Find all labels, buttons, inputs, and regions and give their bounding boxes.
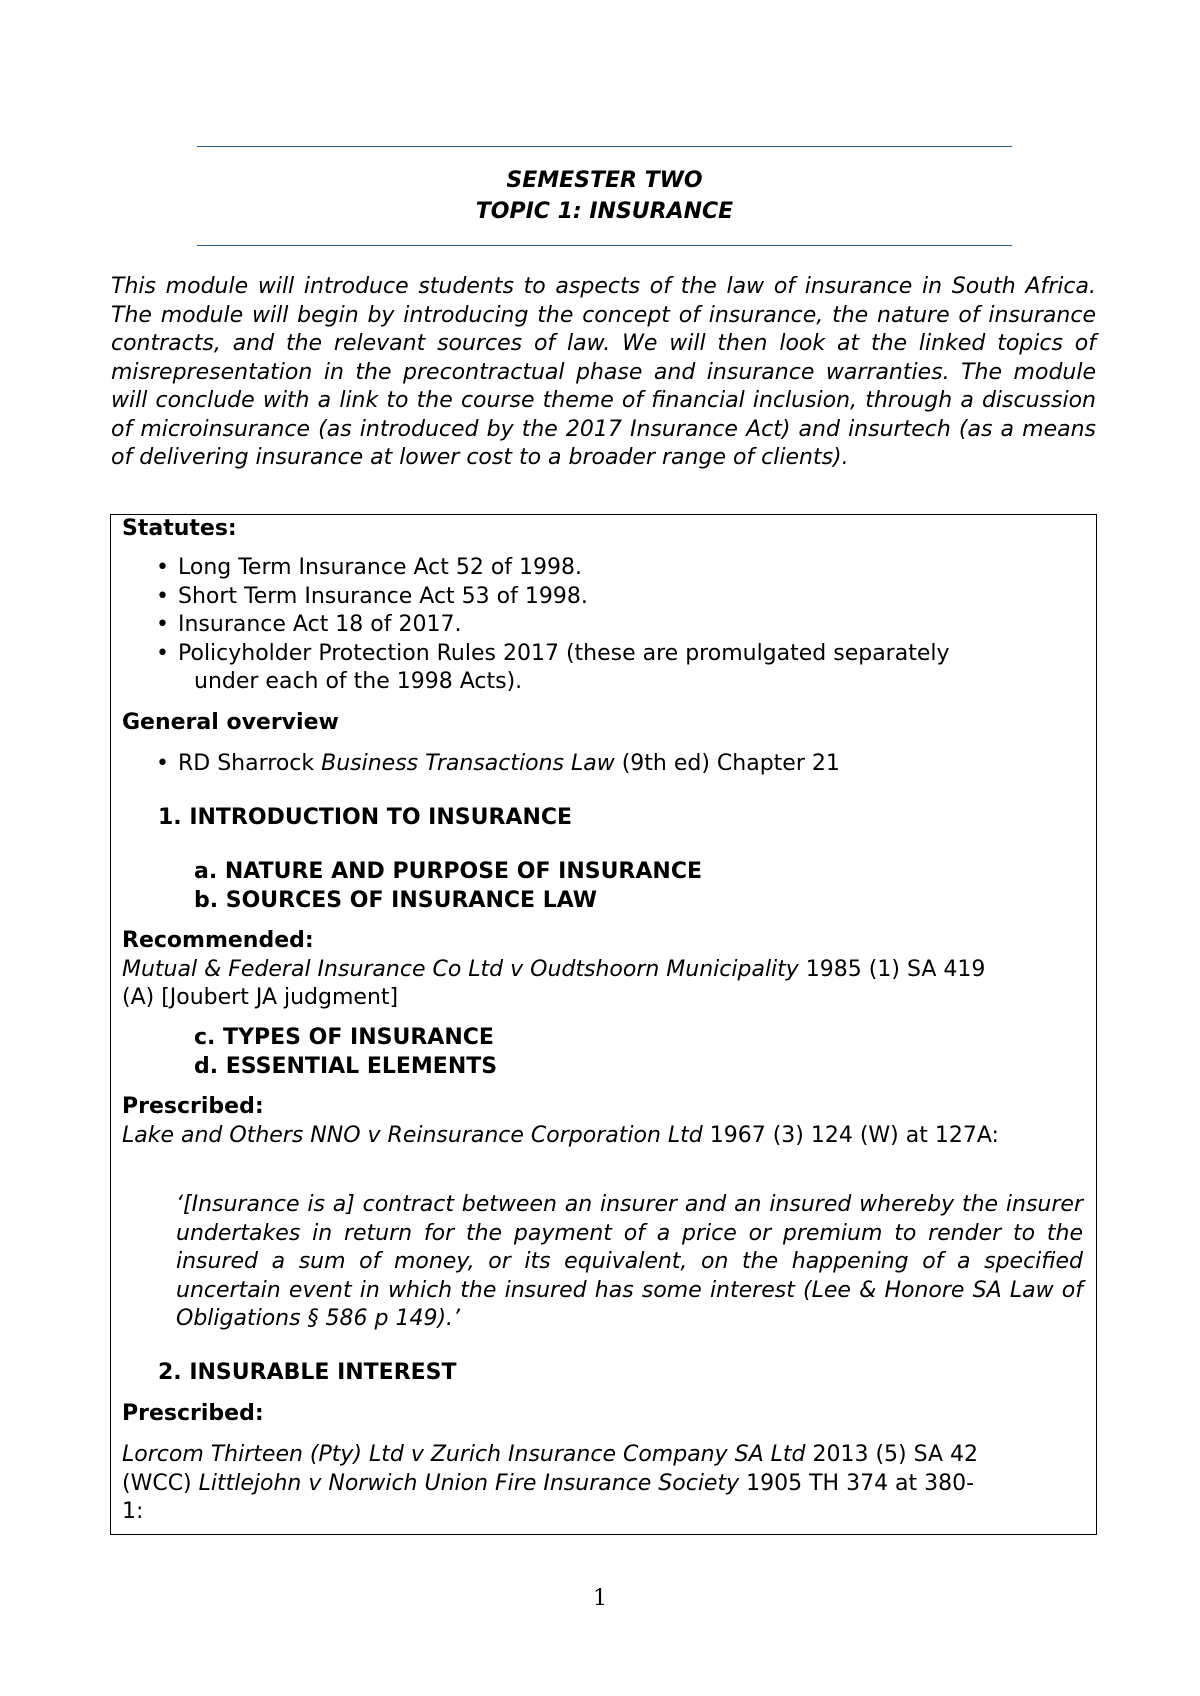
prescribed-label-2: Prescribed: <box>122 1401 264 1426</box>
statutes-heading: Statutes: <box>122 516 237 541</box>
page-number: 1 <box>593 1586 607 1611</box>
lorcom-case-cite: 2013 (5) SA 42 <box>805 1442 979 1467</box>
lorcom-case-name: Lorcom Thirteen (Pty) Ltd v Zurich Insurance Company SA Ltd <box>122 1442 806 1467</box>
bullet-icon: • <box>156 584 169 609</box>
prescribed-case-name: Lake and Others NNO v Reinsurance Corporation Ltd <box>122 1123 703 1148</box>
littlejohn-case-cite: 1905 TH 374 at 380- <box>739 1471 975 1496</box>
header-rule-top <box>197 146 1012 147</box>
statute-item-text: Long Term Insurance Act 52 of 1998. <box>178 555 583 580</box>
module-introduction: This module will introduce students to aspects of the law of insurance in South Africa. The module will begin by introducing the concept of insurance, the nature of insurance contracts, and the relevant sources of law. We will then look at the linked topics of misrepresentation in the precontractual phase and insurance warranties. The module will conclude with a link to the course theme of financial inclusion, through a discussion of microinsurance (as introduced by the 2017 Insurance Act) and insurtech (as a means of delivering insurance at lower cost to a broader range of clients). <box>111 274 1096 470</box>
prescribed-case-cite: 1967 (3) 124 (W) at 127A: <box>702 1123 999 1148</box>
header-rule-bottom <box>197 245 1012 246</box>
prescribed-citation-2-continuation <box>122 1470 974 1499</box>
subsection-b-heading: b. SOURCES OF INSURANCE LAW <box>194 888 598 913</box>
prescribed-label: Prescribed: <box>122 1094 264 1119</box>
prescribed-citation-2 <box>122 1441 978 1470</box>
recommended-case-cite: 1985 (1) SA 419 <box>798 957 986 982</box>
statute-item-text: Short Term Insurance Act 53 of 1998. <box>178 584 588 609</box>
section-2-heading: 2. INSURABLE INTEREST <box>158 1360 457 1385</box>
overview-author: RD Sharrock <box>178 751 322 776</box>
bullet-icon: • <box>156 612 169 637</box>
overview-book-title: Business Transactions Law <box>321 751 615 776</box>
topic-title: TOPIC 1: INSURANCE <box>475 199 734 224</box>
recommended-label: Recommended: <box>122 928 314 953</box>
prescribed-citation <box>122 1122 1087 1151</box>
overview-edition: (9th ed) Chapter 21 <box>614 751 840 776</box>
recommended-citation-continuation: (A) [Joubert JA judgment] <box>122 985 399 1010</box>
bullet-icon: • <box>156 751 169 776</box>
littlejohn-case-name: Littlejohn v Norwich Union Fire Insurance Society <box>198 1471 740 1496</box>
statute-item-continuation: under each of the 1998 Acts). <box>194 669 523 694</box>
general-overview-heading: General overview <box>122 710 339 735</box>
subsection-c-heading: c. TYPES OF INSURANCE <box>194 1025 494 1050</box>
subsection-a-heading: a. NATURE AND PURPOSE OF INSURANCE <box>194 859 702 884</box>
semester-title: SEMESTER TWO <box>506 168 703 193</box>
insurance-definition-quote: ‘[Insurance is a] contract between an insurer and an insured whereby the insurer undertakes in return for the payment of a price or premium to render to the insured a sum of money, or its equivalent, on the happening of a specified uncertain event in which the insured has some interest (Lee & Honore SA Law of Obligations § 586 p 149).’ <box>176 1192 1083 1331</box>
overview-item-text <box>178 750 840 779</box>
section-1-heading: 1. INTRODUCTION TO INSURANCE <box>158 805 573 830</box>
statute-item-text: Policyholder Protection Rules 2017 (these are promulgated separately <box>178 641 950 666</box>
court-abbrev: (WCC) <box>122 1471 199 1496</box>
bullet-icon: • <box>156 641 169 666</box>
prescribed-citation-2-end: 1: <box>122 1499 144 1524</box>
recommended-case-name: Mutual & Federal Insurance Co Ltd v Oudtshoorn Municipality <box>122 957 799 982</box>
recommended-citation <box>122 956 985 985</box>
statute-item-text: Insurance Act 18 of 2017. <box>178 612 462 637</box>
bullet-icon: • <box>156 555 169 580</box>
subsection-d-heading: d. ESSENTIAL ELEMENTS <box>194 1054 498 1079</box>
